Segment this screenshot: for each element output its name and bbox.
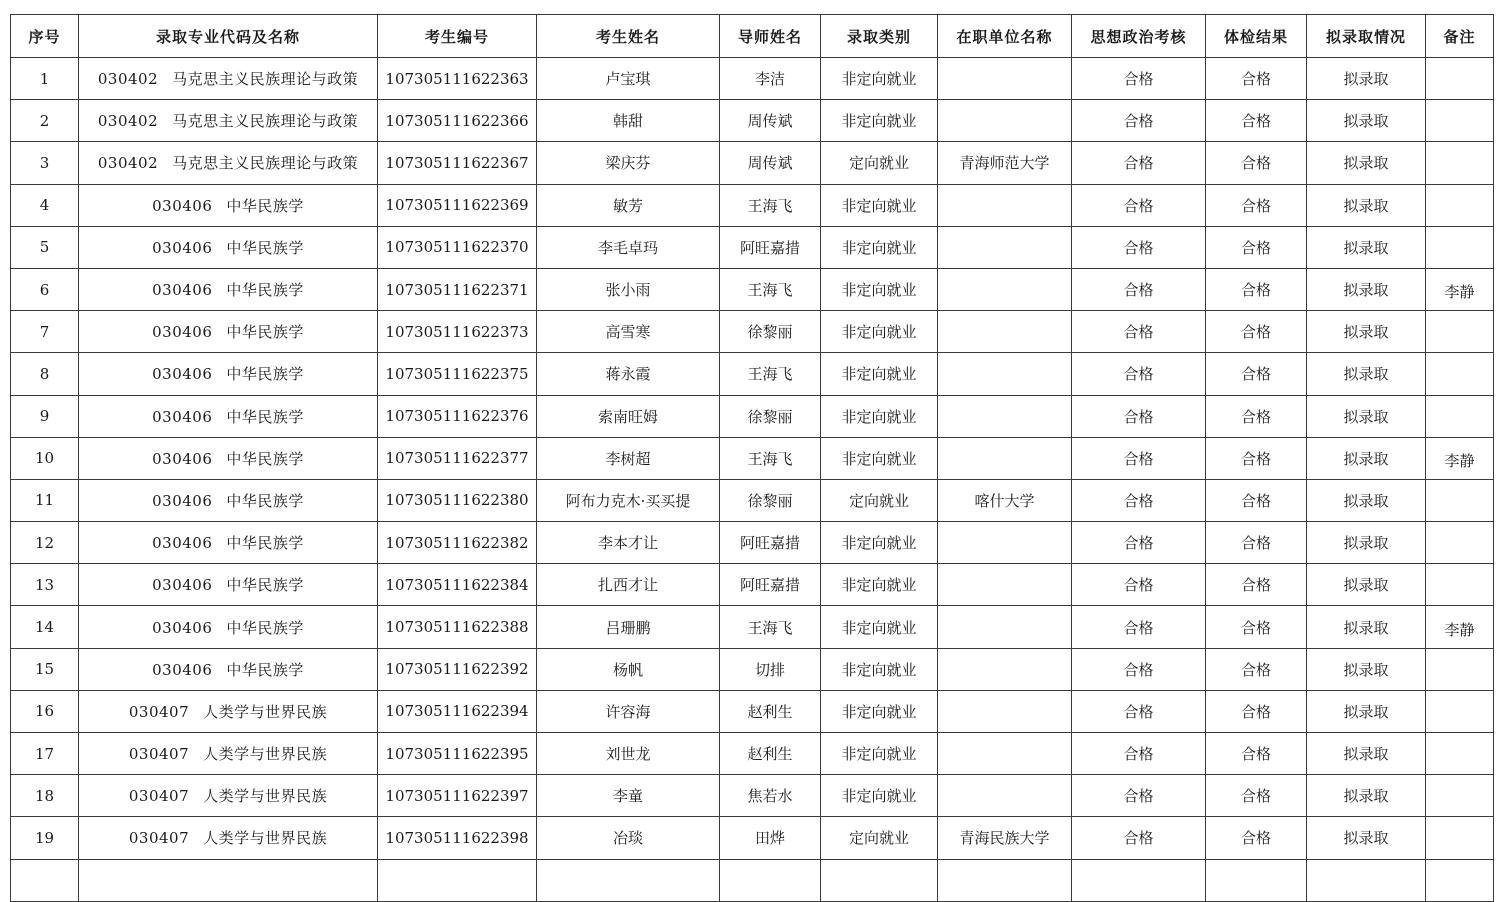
cell-note xyxy=(1426,479,1494,521)
major-code: 030406 xyxy=(152,281,213,300)
cell-employer xyxy=(938,648,1072,690)
cell-name: 阿布力克木·买买提 xyxy=(537,479,720,521)
cell-employer xyxy=(938,733,1072,775)
major-name: 中华民族学 xyxy=(226,365,304,384)
major-name: 中华民族学 xyxy=(226,576,304,595)
cell-category: 非定向就业 xyxy=(821,775,938,817)
cell-no: 9 xyxy=(11,395,79,437)
cell-employer: 青海民族大学 xyxy=(938,817,1072,859)
cell-no: 10 xyxy=(11,437,79,479)
cell-no: 8 xyxy=(11,353,79,395)
cell-exam-id: 107305111622380 xyxy=(378,479,537,521)
cell-status: 拟录取 xyxy=(1307,58,1426,100)
cell-physical: 合格 xyxy=(1206,479,1307,521)
cell-major xyxy=(79,522,378,564)
table-row xyxy=(11,817,1494,859)
cell-major xyxy=(79,268,378,310)
table-row xyxy=(11,311,1494,353)
cell-no: 15 xyxy=(11,648,79,690)
cell-category: 非定向就业 xyxy=(821,395,938,437)
cell-employer xyxy=(938,58,1072,100)
major-code: 030406 xyxy=(152,660,213,679)
major-code: 030406 xyxy=(152,407,213,426)
cell-physical: 合格 xyxy=(1206,353,1307,395)
cell-political: 合格 xyxy=(1072,564,1206,606)
major-name: 人类学与世界民族 xyxy=(203,829,328,848)
major-name: 中华民族学 xyxy=(226,238,304,257)
cell-major xyxy=(79,311,378,353)
cell-category: 定向就业 xyxy=(821,817,938,859)
cell-political: 合格 xyxy=(1072,479,1206,521)
cell-political: 合格 xyxy=(1072,648,1206,690)
cell-major xyxy=(79,353,378,395)
cell-no: 17 xyxy=(11,733,79,775)
major-name: 人类学与世界民族 xyxy=(203,702,328,721)
table-row xyxy=(11,564,1494,606)
cell-no: 1 xyxy=(11,58,79,100)
cell-political: 合格 xyxy=(1072,437,1206,479)
cell-category: 非定向就业 xyxy=(821,648,938,690)
cell-no: 6 xyxy=(11,268,79,310)
cell-exam-id xyxy=(378,859,537,901)
cell-exam-id: 107305111622363 xyxy=(378,58,537,100)
cell-name: 韩甜 xyxy=(537,100,720,142)
cell-no: 5 xyxy=(11,226,79,268)
cell-category: 非定向就业 xyxy=(821,58,938,100)
table-row xyxy=(11,775,1494,817)
cell-status: 拟录取 xyxy=(1307,522,1426,564)
table-row-partial xyxy=(11,859,1494,901)
cell-physical: 合格 xyxy=(1206,100,1307,142)
cell-advisor: 赵利生 xyxy=(720,733,821,775)
major-name: 中华民族学 xyxy=(226,407,304,426)
table-row xyxy=(11,437,1494,479)
cell-advisor: 徐黎丽 xyxy=(720,479,821,521)
major-code: 030406 xyxy=(152,238,213,257)
cell-category: 定向就业 xyxy=(821,479,938,521)
table-row xyxy=(11,100,1494,142)
cell-exam-id: 107305111622366 xyxy=(378,100,537,142)
major-name: 马克思主义民族理论与政策 xyxy=(172,112,359,131)
cell-political: 合格 xyxy=(1072,311,1206,353)
admission-list-sheet xyxy=(10,14,1493,902)
cell-status: 拟录取 xyxy=(1307,226,1426,268)
cell-employer xyxy=(938,690,1072,732)
cell-employer xyxy=(938,268,1072,310)
cell-note xyxy=(1426,226,1494,268)
cell-name: 索南旺姆 xyxy=(537,395,720,437)
major-code: 030406 xyxy=(152,576,213,595)
cell-no: 11 xyxy=(11,479,79,521)
cell-status: 拟录取 xyxy=(1307,142,1426,184)
cell-note xyxy=(1426,58,1494,100)
major-name: 中华民族学 xyxy=(226,281,304,300)
major-code: 030407 xyxy=(128,787,190,806)
header-advisor: 导师姓名 xyxy=(720,15,821,58)
cell-name: 李童 xyxy=(537,775,720,817)
cell-note xyxy=(1426,395,1494,437)
cell-political: 合格 xyxy=(1072,184,1206,226)
cell-name: 冶琰 xyxy=(537,817,720,859)
cell-note xyxy=(1426,775,1494,817)
cell-no xyxy=(11,859,79,901)
cell-employer xyxy=(938,395,1072,437)
cell-status xyxy=(1307,859,1426,901)
cell-exam-id: 107305111622395 xyxy=(378,733,537,775)
major-name: 中华民族学 xyxy=(226,449,304,468)
cell-status: 拟录取 xyxy=(1307,268,1426,310)
cell-category: 非定向就业 xyxy=(821,311,938,353)
cell-physical: 合格 xyxy=(1206,437,1307,479)
table-row xyxy=(11,522,1494,564)
cell-category: 非定向就业 xyxy=(821,100,938,142)
major-name: 人类学与世界民族 xyxy=(203,787,328,806)
cell-note xyxy=(1426,564,1494,606)
major-name: 中华民族学 xyxy=(226,196,304,215)
cell-status: 拟录取 xyxy=(1307,606,1426,648)
cell-name: 扎西才让 xyxy=(537,564,720,606)
cell-name: 张小雨 xyxy=(537,268,720,310)
cell-major xyxy=(79,395,378,437)
cell-advisor: 阿旺嘉措 xyxy=(720,564,821,606)
cell-major xyxy=(79,226,378,268)
cell-category: 非定向就业 xyxy=(821,268,938,310)
header-no: 序号 xyxy=(11,15,79,58)
cell-status: 拟录取 xyxy=(1307,311,1426,353)
cell-note xyxy=(1426,100,1494,142)
cell-status: 拟录取 xyxy=(1307,100,1426,142)
cell-note xyxy=(1426,817,1494,859)
table-row xyxy=(11,58,1494,100)
cell-name: 高雪寒 xyxy=(537,311,720,353)
cell-status: 拟录取 xyxy=(1307,564,1426,606)
cell-advisor: 阿旺嘉措 xyxy=(720,522,821,564)
cell-advisor: 李洁 xyxy=(720,58,821,100)
cell-political: 合格 xyxy=(1072,100,1206,142)
cell-status: 拟录取 xyxy=(1307,817,1426,859)
major-name: 中华民族学 xyxy=(226,534,304,553)
major-code: 030402 xyxy=(97,70,159,89)
cell-employer xyxy=(938,100,1072,142)
note-text: 李静 xyxy=(1444,451,1475,470)
cell-exam-id: 107305111622382 xyxy=(378,522,537,564)
cell-employer xyxy=(938,564,1072,606)
major-name: 中华民族学 xyxy=(226,491,304,510)
major-code: 030406 xyxy=(152,323,213,342)
cell-political: 合格 xyxy=(1072,522,1206,564)
table-row xyxy=(11,479,1494,521)
cell-physical: 合格 xyxy=(1206,564,1307,606)
major-code: 030406 xyxy=(152,365,213,384)
header-category: 录取类别 xyxy=(821,15,938,58)
cell-no: 2 xyxy=(11,100,79,142)
cell-major xyxy=(79,184,378,226)
cell-physical: 合格 xyxy=(1206,690,1307,732)
cell-advisor: 焦若水 xyxy=(720,775,821,817)
cell-exam-id: 107305111622373 xyxy=(378,311,537,353)
cell-physical: 合格 xyxy=(1206,395,1307,437)
table-header-row xyxy=(11,15,1494,58)
header-exam-id: 考生编号 xyxy=(378,15,537,58)
cell-status: 拟录取 xyxy=(1307,690,1426,732)
table-row xyxy=(11,184,1494,226)
cell-physical: 合格 xyxy=(1206,142,1307,184)
cell-exam-id: 107305111622375 xyxy=(378,353,537,395)
major-name: 马克思主义民族理论与政策 xyxy=(172,154,359,173)
cell-exam-id: 107305111622394 xyxy=(378,690,537,732)
cell-advisor: 王海飞 xyxy=(720,184,821,226)
cell-status: 拟录取 xyxy=(1307,479,1426,521)
cell-no: 7 xyxy=(11,311,79,353)
note-text: 李静 xyxy=(1444,620,1475,639)
cell-status: 拟录取 xyxy=(1307,775,1426,817)
header-physical: 体检结果 xyxy=(1206,15,1307,58)
cell-political: 合格 xyxy=(1072,606,1206,648)
cell-exam-id: 107305111622370 xyxy=(378,226,537,268)
cell-note xyxy=(1426,522,1494,564)
cell-major xyxy=(79,142,378,184)
cell-physical: 合格 xyxy=(1206,226,1307,268)
cell-major xyxy=(79,648,378,690)
cell-major xyxy=(79,479,378,521)
major-code: 030406 xyxy=(152,196,213,215)
cell-employer xyxy=(938,311,1072,353)
cell-physical: 合格 xyxy=(1206,648,1307,690)
cell-advisor: 周传斌 xyxy=(720,100,821,142)
cell-advisor: 阿旺嘉措 xyxy=(720,226,821,268)
cell-physical: 合格 xyxy=(1206,733,1307,775)
major-code: 030406 xyxy=(152,449,213,468)
cell-physical xyxy=(1206,859,1307,901)
cell-status: 拟录取 xyxy=(1307,733,1426,775)
cell-advisor: 田烨 xyxy=(720,817,821,859)
cell-status: 拟录取 xyxy=(1307,437,1426,479)
cell-major xyxy=(79,100,378,142)
header-employer: 在职单位名称 xyxy=(938,15,1072,58)
cell-exam-id: 107305111622392 xyxy=(378,648,537,690)
cell-exam-id: 107305111622371 xyxy=(378,268,537,310)
cell-note xyxy=(1426,268,1494,310)
cell-status: 拟录取 xyxy=(1307,648,1426,690)
table-row xyxy=(11,395,1494,437)
cell-physical: 合格 xyxy=(1206,522,1307,564)
cell-advisor: 王海飞 xyxy=(720,353,821,395)
header-status: 拟录取情况 xyxy=(1307,15,1426,58)
table-row xyxy=(11,606,1494,648)
cell-category: 非定向就业 xyxy=(821,226,938,268)
major-name: 中华民族学 xyxy=(226,323,304,342)
major-code: 030402 xyxy=(97,112,159,131)
cell-major xyxy=(79,859,378,901)
cell-category: 非定向就业 xyxy=(821,437,938,479)
cell-name: 卢宝琪 xyxy=(537,58,720,100)
cell-political: 合格 xyxy=(1072,226,1206,268)
cell-name: 李毛卓玛 xyxy=(537,226,720,268)
cell-major xyxy=(79,437,378,479)
cell-no: 4 xyxy=(11,184,79,226)
cell-physical: 合格 xyxy=(1206,817,1307,859)
major-code: 030406 xyxy=(152,491,213,510)
cell-political xyxy=(1072,859,1206,901)
cell-political: 合格 xyxy=(1072,142,1206,184)
cell-category: 非定向就业 xyxy=(821,606,938,648)
cell-major xyxy=(79,817,378,859)
cell-political: 合格 xyxy=(1072,58,1206,100)
cell-exam-id: 107305111622377 xyxy=(378,437,537,479)
cell-no: 18 xyxy=(11,775,79,817)
major-code: 030407 xyxy=(128,745,190,764)
cell-no: 16 xyxy=(11,690,79,732)
major-name: 中华民族学 xyxy=(226,660,304,679)
cell-political: 合格 xyxy=(1072,733,1206,775)
cell-advisor: 徐黎丽 xyxy=(720,395,821,437)
cell-physical: 合格 xyxy=(1206,606,1307,648)
cell-no: 14 xyxy=(11,606,79,648)
cell-employer xyxy=(938,859,1072,901)
cell-note xyxy=(1426,733,1494,775)
cell-note xyxy=(1426,353,1494,395)
table-row xyxy=(11,690,1494,732)
cell-exam-id: 107305111622384 xyxy=(378,564,537,606)
cell-name: 李本才让 xyxy=(537,522,720,564)
cell-advisor xyxy=(720,859,821,901)
cell-political: 合格 xyxy=(1072,690,1206,732)
cell-exam-id: 107305111622376 xyxy=(378,395,537,437)
admission-table xyxy=(10,14,1494,902)
cell-advisor: 王海飞 xyxy=(720,437,821,479)
cell-exam-id: 107305111622388 xyxy=(378,606,537,648)
cell-employer: 喀什大学 xyxy=(938,479,1072,521)
cell-category: 非定向就业 xyxy=(821,733,938,775)
cell-advisor: 王海飞 xyxy=(720,606,821,648)
header-political: 思想政治考核 xyxy=(1072,15,1206,58)
major-code: 030407 xyxy=(128,829,190,848)
table-row xyxy=(11,226,1494,268)
cell-note xyxy=(1426,859,1494,901)
cell-major xyxy=(79,606,378,648)
table-row xyxy=(11,268,1494,310)
cell-exam-id: 107305111622397 xyxy=(378,775,537,817)
cell-note xyxy=(1426,184,1494,226)
cell-name: 杨帆 xyxy=(537,648,720,690)
cell-note xyxy=(1426,437,1494,479)
cell-name: 吕珊鹏 xyxy=(537,606,720,648)
cell-physical: 合格 xyxy=(1206,311,1307,353)
cell-no: 3 xyxy=(11,142,79,184)
cell-employer xyxy=(938,184,1072,226)
major-code: 030406 xyxy=(152,534,213,553)
cell-physical: 合格 xyxy=(1206,268,1307,310)
table-row xyxy=(11,142,1494,184)
cell-political: 合格 xyxy=(1072,353,1206,395)
cell-status: 拟录取 xyxy=(1307,353,1426,395)
cell-name: 敏芳 xyxy=(537,184,720,226)
header-major: 录取专业代码及名称 xyxy=(79,15,378,58)
cell-advisor: 切排 xyxy=(720,648,821,690)
cell-name: 梁庆芬 xyxy=(537,142,720,184)
cell-employer xyxy=(938,606,1072,648)
cell-political: 合格 xyxy=(1072,817,1206,859)
cell-major xyxy=(79,775,378,817)
cell-advisor: 赵利生 xyxy=(720,690,821,732)
cell-physical: 合格 xyxy=(1206,184,1307,226)
cell-note xyxy=(1426,648,1494,690)
cell-major xyxy=(79,58,378,100)
cell-name xyxy=(537,859,720,901)
cell-exam-id: 107305111622367 xyxy=(378,142,537,184)
cell-employer xyxy=(938,437,1072,479)
cell-name: 李树超 xyxy=(537,437,720,479)
cell-major xyxy=(79,564,378,606)
cell-no: 19 xyxy=(11,817,79,859)
cell-note xyxy=(1426,690,1494,732)
header-name: 考生姓名 xyxy=(537,15,720,58)
cell-category: 非定向就业 xyxy=(821,353,938,395)
table-row xyxy=(11,733,1494,775)
major-name: 中华民族学 xyxy=(226,618,304,637)
cell-employer xyxy=(938,353,1072,395)
note-text: 李静 xyxy=(1444,283,1475,302)
cell-name: 许容海 xyxy=(537,690,720,732)
cell-exam-id: 107305111622369 xyxy=(378,184,537,226)
table-body xyxy=(11,58,1494,902)
cell-category: 非定向就业 xyxy=(821,522,938,564)
cell-category xyxy=(821,859,938,901)
cell-note xyxy=(1426,311,1494,353)
major-code: 030407 xyxy=(128,702,190,721)
header-note: 备注 xyxy=(1426,15,1494,58)
cell-political: 合格 xyxy=(1072,395,1206,437)
cell-employer xyxy=(938,775,1072,817)
cell-status: 拟录取 xyxy=(1307,184,1426,226)
cell-category: 非定向就业 xyxy=(821,184,938,226)
cell-major xyxy=(79,690,378,732)
cell-employer: 青海师范大学 xyxy=(938,142,1072,184)
cell-physical: 合格 xyxy=(1206,775,1307,817)
cell-employer xyxy=(938,522,1072,564)
cell-category: 非定向就业 xyxy=(821,564,938,606)
cell-note xyxy=(1426,142,1494,184)
cell-category: 非定向就业 xyxy=(821,690,938,732)
major-name: 马克思主义民族理论与政策 xyxy=(172,70,359,89)
cell-name: 蒋永霞 xyxy=(537,353,720,395)
table-row xyxy=(11,648,1494,690)
cell-no: 13 xyxy=(11,564,79,606)
cell-no: 12 xyxy=(11,522,79,564)
major-name: 人类学与世界民族 xyxy=(203,745,328,764)
cell-name: 刘世龙 xyxy=(537,733,720,775)
cell-status: 拟录取 xyxy=(1307,395,1426,437)
cell-advisor: 王海飞 xyxy=(720,268,821,310)
cell-advisor: 周传斌 xyxy=(720,142,821,184)
cell-category: 定向就业 xyxy=(821,142,938,184)
major-code: 030402 xyxy=(97,154,159,173)
cell-political: 合格 xyxy=(1072,775,1206,817)
cell-political: 合格 xyxy=(1072,268,1206,310)
cell-major xyxy=(79,733,378,775)
table-row xyxy=(11,353,1494,395)
cell-exam-id: 107305111622398 xyxy=(378,817,537,859)
cell-advisor: 徐黎丽 xyxy=(720,311,821,353)
cell-physical: 合格 xyxy=(1206,58,1307,100)
major-code: 030406 xyxy=(152,618,213,637)
cell-employer xyxy=(938,226,1072,268)
cell-note xyxy=(1426,606,1494,648)
